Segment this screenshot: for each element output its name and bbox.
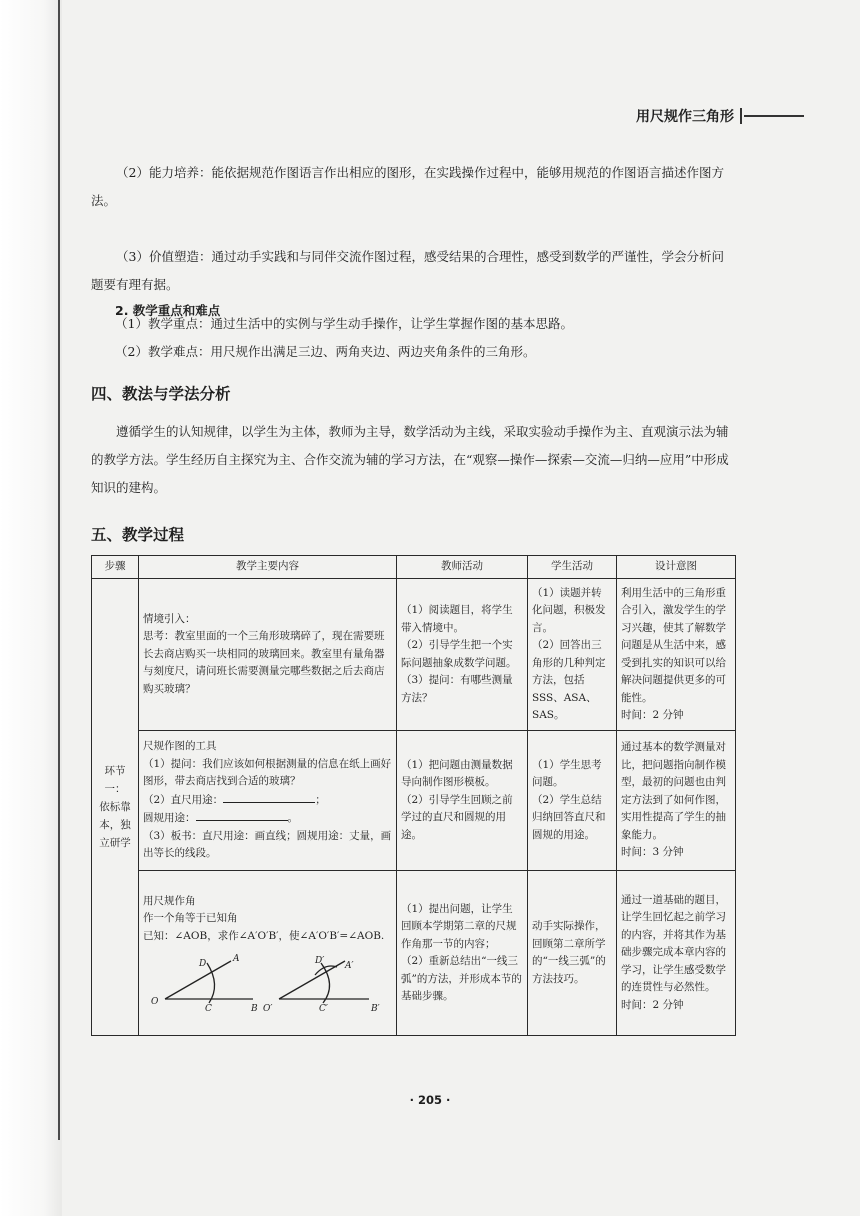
compass-use-end: 。 [287, 812, 298, 825]
ruler-use-label: （2）直尺用途： [143, 793, 224, 806]
header-student: 学生活动 [528, 556, 617, 579]
intent-line: 时间：2 分钟 [621, 709, 684, 721]
student-cell [528, 731, 617, 871]
intent-line: 通过基本的数学测量对比，把问题指向制作模型，最初的问题也由判定方法到了如何作图，实用性提高了学生的抽象能力。 [621, 741, 726, 841]
header-content: 教学主要内容 [139, 556, 397, 579]
key-points-heading: 2. 教学重点和难点 [115, 303, 221, 318]
content-cell [139, 579, 397, 731]
step-label-line: 立研学 [99, 837, 131, 849]
student-cell [528, 871, 617, 1036]
intent-cell [617, 871, 736, 1036]
label-b-prime: B′ [371, 1004, 380, 1014]
teacher-cell [397, 731, 528, 871]
content-line: 已知：∠AOB，求作∠A′O′B′，使∠A′O′B′=∠AOB. [143, 929, 385, 942]
objective-ability: （2）能力培养：能依据规范作图语言作出相应的图形，在实践操作过程中，能够用规范的作图语言描述作图方法。 [91, 165, 724, 208]
table-row [92, 731, 736, 871]
header-bar [740, 108, 742, 124]
content-cell [139, 871, 397, 1036]
content-line: 作一个角等于已知角 [143, 912, 238, 925]
content-line: 用尺规作角 [143, 894, 196, 907]
teacher-line: （1）提出问题，让学生回顾本学期第二章的尺规作角那一节的内容； [401, 902, 517, 950]
content-line [143, 809, 392, 828]
label-d: D [199, 959, 207, 970]
arc-cd [207, 963, 215, 1003]
intent-line: 时间：2 分钟 [621, 998, 684, 1011]
ruler-use-end: ； [315, 793, 326, 806]
angle-construction-figure [143, 951, 391, 1013]
teacher-line: （2）引导学生回顾之前学过的直尺和圆规的用途。 [401, 793, 513, 841]
running-header [636, 106, 804, 126]
label-o-prime: O′ [263, 1004, 273, 1014]
student-cell [528, 579, 617, 731]
teacher-line: （2）引导学生把一个实际问题抽象成数学问题。 [401, 639, 517, 669]
step-label-line: 依标靠 [99, 801, 131, 813]
header-step: 步骤 [92, 556, 139, 579]
content-cell [139, 731, 397, 871]
page-number: · 205 · [409, 1093, 451, 1107]
table-row [92, 871, 736, 1036]
label-o: O [151, 997, 159, 1008]
intent-cell [617, 579, 736, 731]
label-a-prime: A′ [345, 961, 354, 972]
objective-values: （3）价值塑造：通过动手实践和与同伴交流作图过程，感受结果的合理性，感受到数学的严谨性，学会分析问题要有理有据。 [91, 249, 724, 292]
teacher-cell [397, 871, 528, 1036]
teacher-line: （3）提问：有哪些测量方法？ [401, 674, 513, 704]
step-cell [92, 579, 139, 1036]
content-line: （3）板书：直尺用途：画直线；圆规用途：丈量，画出等长的线段。 [143, 829, 392, 860]
label-d-prime: D′ [315, 956, 325, 967]
key-point-focus: （1）教学重点：通过生活中的实例与学生动手操作，让学生掌握作图的基本思路。 [115, 316, 573, 331]
fill-in-blank [196, 809, 288, 821]
teacher-line: （1）把问题由测量数据导向制作图形模板。 [401, 758, 513, 789]
teacher-line: （1）阅读题目，将学生带入情境中。 [401, 604, 513, 634]
content-line [143, 791, 392, 810]
content-line: 情境引入： [143, 612, 196, 625]
intent-line: 利用生活中的三角形重合引入，激发学生的学习兴趣，使其了解数学问题是从生活中来，感受到扎实的知识可以给解决问题提供更多的可能性。 [621, 586, 726, 704]
student-line: （2）学生总结归纳回答直尺和圆规的用途。 [532, 793, 606, 841]
key-point-difficulty: （2）教学难点：用尺规作出满足三边、两角夹边、两边夹角条件的三角形。 [115, 344, 536, 359]
student-line: 动手实际操作，回顾第二章所学的“一线三弧”的方法技巧。 [532, 920, 606, 985]
student-line: （1）学生思考问题。 [532, 758, 602, 789]
book-spine-line [58, 0, 60, 1140]
running-title: 用尺规作三角形 [636, 109, 734, 125]
label-b: B [251, 1004, 258, 1014]
section5-heading: 五、教学过程 [91, 526, 185, 544]
table-header-row [92, 556, 736, 579]
student-line: （2）回答出三角形的几种判定方法，包括 SSS、ASA、SAS。 [532, 639, 606, 721]
label-c-prime: C′ [319, 1004, 328, 1014]
intent-line: 时间：3 分钟 [621, 846, 684, 859]
content-line: 尺规作图的工具 [143, 740, 217, 753]
ray-oa [165, 961, 231, 999]
book-spine-shadow [0, 0, 62, 1216]
student-line: （1）读题并转化问题，积极发言。 [532, 586, 606, 634]
header-rule [744, 115, 804, 117]
fill-in-blank [223, 791, 315, 803]
step-label-line: 本，独 [99, 819, 131, 831]
compass-use-label: 圆规用途： [143, 812, 196, 825]
teaching-process-table [91, 555, 736, 1036]
teacher-cell [397, 579, 528, 731]
table-row [92, 579, 736, 731]
section4-body: 遵循学生的认知规律，以学生为主体，教师为主导，数学活动为主线，采取实验动手操作为主、直观演示法为辅的教学方法。学生经历自主探究为主、合作交流为辅的学习方法，在“观察—操作—探索—交流—归纳—应用”中形成知识的建构。 [91, 424, 729, 495]
teacher-line: （2）重新总结出“一线三弧”的方法，并形成本节的基础步骤。 [401, 955, 522, 1002]
intent-line: 通过一道基础的题目，让学生回忆起之前学习的内容，并将其作为基础步骤完成本章内容的学习，让学生感受数学的连贯性与必然性。 [621, 893, 726, 994]
section4-heading: 四、教法与学法分析 [91, 385, 231, 403]
content-line: 思考：教室里面的一个三角形玻璃碎了，现在需要班长去商店购买一块相同的玻璃回来。教室里有量角器与刻度尺，请问班长需要测量完哪些数据之后去商店购买玻璃？ [143, 630, 385, 695]
step-label-line: 环节一： [104, 765, 126, 795]
header-teacher: 教师活动 [397, 556, 528, 579]
header-intent: 设计意图 [617, 556, 736, 579]
label-a: A [233, 954, 240, 965]
label-c: C [205, 1004, 212, 1014]
content-line: （1）提问：我们应该如何根据测量的信息在纸上画好图形，带去商店找到合适的玻璃？ [143, 757, 392, 788]
intent-cell [617, 731, 736, 871]
